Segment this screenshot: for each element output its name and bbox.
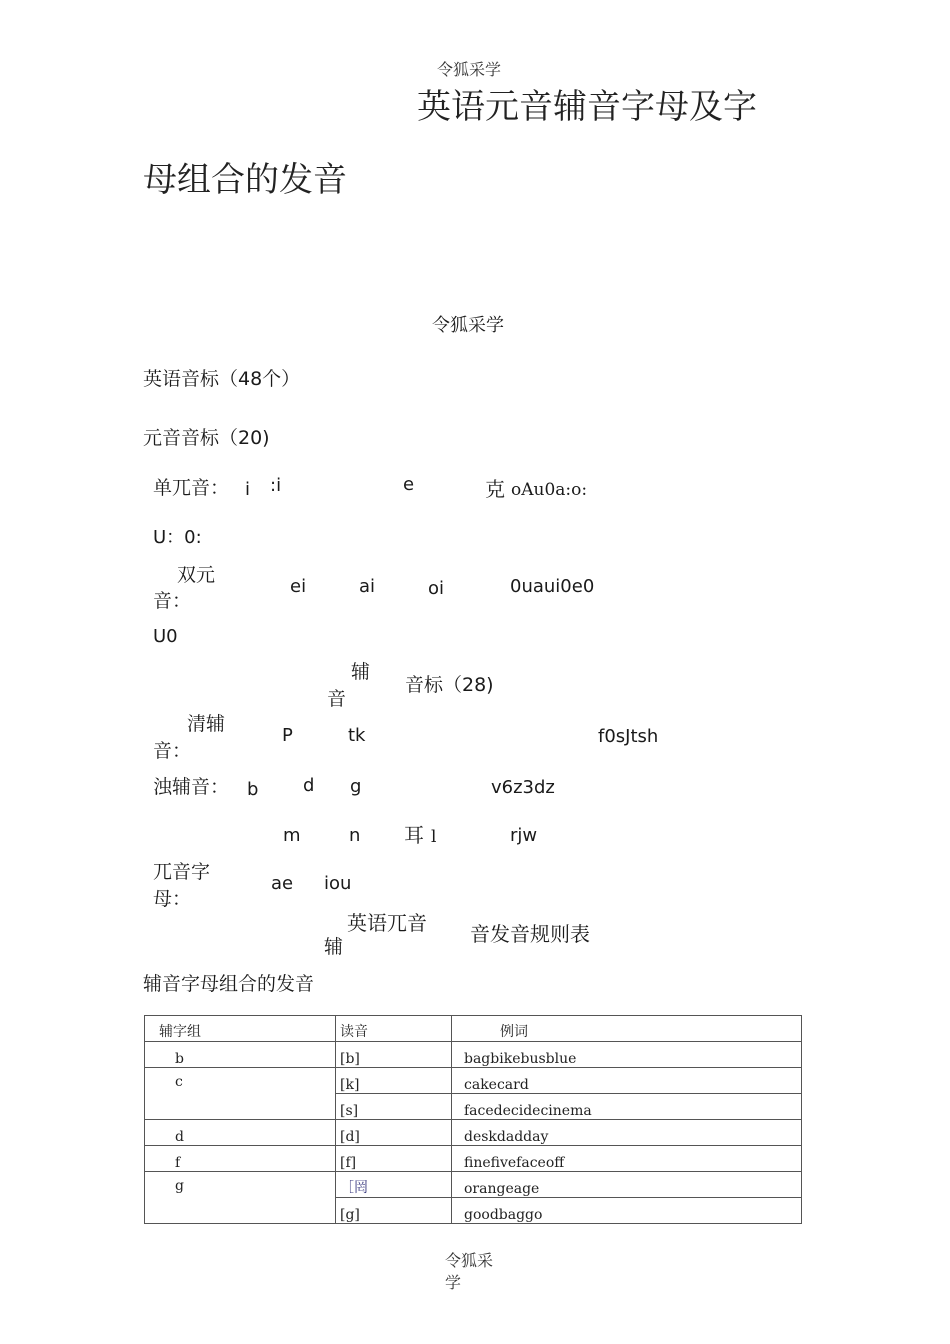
monophthongs-line2: U：0: xyxy=(153,527,202,548)
ipa-symbol: e xyxy=(403,474,415,495)
ipa-symbol: P xyxy=(282,725,293,746)
vowel-letters-label-bottom: 母： xyxy=(153,888,192,910)
ipa-symbol: d xyxy=(303,775,315,796)
voiced-label: 浊辅音： xyxy=(153,776,230,798)
consonants-heading-part: 音标（28) xyxy=(405,674,494,696)
consonants-heading-part: 音 xyxy=(327,688,347,710)
subtitle: 令狐采学 xyxy=(432,315,504,336)
table-cell-group: f xyxy=(145,1146,336,1172)
diphthongs-label-bottom: 音： xyxy=(153,590,192,612)
voiceless-label-top: 清辅 xyxy=(187,713,226,735)
ipa-symbol: :i xyxy=(270,475,282,496)
table-row xyxy=(145,1120,802,1146)
table-row xyxy=(145,1068,802,1094)
vowel-letters: ae xyxy=(271,873,294,894)
ipa-symbol: oi xyxy=(428,578,445,599)
ipa-symbol: m xyxy=(283,825,301,846)
page-title-line1: 英语元音辅音字母及字 xyxy=(417,87,757,127)
voiceless-label-bottom: 音： xyxy=(153,740,192,762)
ipa-symbol: l xyxy=(431,827,437,847)
table-cell-example: cakecard xyxy=(452,1068,802,1094)
table-cell-example: finefivefaceoff xyxy=(452,1146,802,1172)
ipa-symbol: ei xyxy=(290,576,307,597)
ipa-symbol-group: 0uaui0e0 xyxy=(510,576,595,597)
clipped-caption-fragment: 辅 xyxy=(324,936,344,958)
rule-table-caption-part: 英语兀音 xyxy=(347,911,427,935)
table-header-row xyxy=(145,1016,802,1042)
table-cell-sound: ［罔 xyxy=(336,1172,452,1198)
diphthongs-label-top: 双元 xyxy=(177,564,216,586)
footer-watermark-line1: 令狐采 xyxy=(445,1251,494,1270)
table-cell-sound: [b] xyxy=(336,1042,452,1068)
table-row xyxy=(145,1146,802,1172)
ipa-symbol-group: v6z3dz xyxy=(491,777,555,798)
table-cell-group: c xyxy=(145,1068,336,1120)
ipa-symbol-group: rjw xyxy=(510,825,538,846)
table-cell-sound: [d] xyxy=(336,1120,452,1146)
table-cell-example: goodbaggo xyxy=(452,1198,802,1224)
diphthongs-line2: U0 xyxy=(153,626,178,647)
vowel-letters: iou xyxy=(324,873,352,894)
ipa-symbol: b xyxy=(247,779,259,800)
table-cell-sound: [f] xyxy=(336,1146,452,1172)
table-cell-sound: [s] xyxy=(336,1094,452,1120)
vowel-letters-label-top: 兀音字 xyxy=(153,861,211,883)
ipa-symbol: 克 xyxy=(485,477,505,501)
rule-table-caption-part: 音发音规则表 xyxy=(470,922,590,946)
table-cell-example: deskdadday xyxy=(452,1120,802,1146)
table-header-cell: 辅字组 xyxy=(145,1016,336,1042)
table-cell-example: bagbikebusblue xyxy=(452,1042,802,1068)
footer-watermark-line2: 学 xyxy=(445,1273,462,1292)
table-cell-example: facedecidecinema xyxy=(452,1094,802,1120)
table-cell-group: d xyxy=(145,1120,336,1146)
monophthongs-label: 单兀音： xyxy=(153,477,230,499)
consonants-heading-part: 辅 xyxy=(351,661,371,683)
page-title-line2: 母组合的发音 xyxy=(143,160,347,200)
ipa-heading: 英语音标（48个） xyxy=(143,368,301,390)
ipa-symbol-group: f0sJtsh xyxy=(598,726,659,747)
header-watermark: 令狐采学 xyxy=(437,60,502,79)
vowels-heading: 元音音标（20) xyxy=(143,427,270,449)
ipa-symbol: i xyxy=(245,479,251,500)
table-cell-group: b xyxy=(145,1042,336,1068)
section-heading: 辅音字母组合的发音 xyxy=(143,973,315,995)
table-cell-sound: [g] xyxy=(336,1198,452,1224)
table-cell-sound: [k] xyxy=(336,1068,452,1094)
table-row xyxy=(145,1042,802,1068)
table-row xyxy=(145,1172,802,1198)
ipa-symbol: g xyxy=(350,776,362,797)
table-cell-example: orangeage xyxy=(452,1172,802,1198)
ipa-symbol-group: oAu0a:o: xyxy=(511,480,588,500)
table-header-cell: 例词 xyxy=(452,1016,802,1042)
ipa-symbol: 耳 xyxy=(404,823,424,847)
ipa-symbol: ai xyxy=(359,576,376,597)
table-cell-group: g xyxy=(145,1172,336,1224)
ipa-symbol: tk xyxy=(348,725,366,746)
table-header-cell: 读音 xyxy=(336,1016,452,1042)
ipa-symbol: n xyxy=(349,825,361,846)
consonant-table xyxy=(144,1015,802,1224)
